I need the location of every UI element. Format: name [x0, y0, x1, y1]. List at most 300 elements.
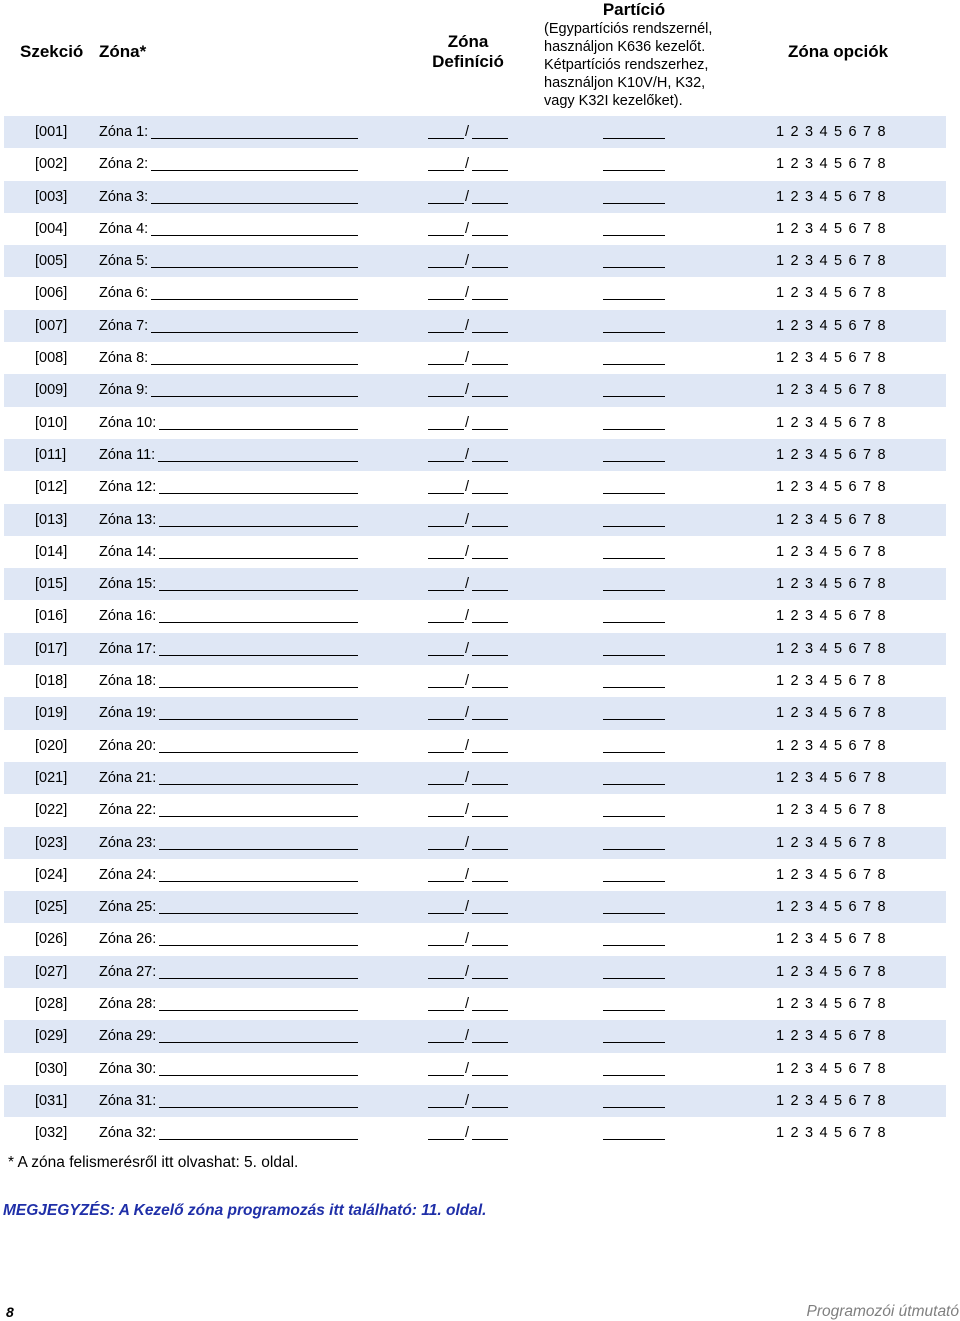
row-zone-label: Zóna 4:: [99, 220, 149, 237]
zone-definition-field-1[interactable]: [428, 396, 464, 397]
zone-name-field[interactable]: [159, 1010, 358, 1011]
row-slash: /: [465, 1060, 470, 1077]
table-row: [0, 504, 960, 536]
zone-definition-field-2[interactable]: [472, 461, 508, 462]
zone-definition-field-1[interactable]: [428, 1075, 464, 1076]
zone-definition-field-1[interactable]: [428, 881, 464, 882]
row-section: [029]: [35, 1028, 68, 1045]
row-slash: /: [465, 124, 470, 140]
zone-definition-field-2[interactable]: [472, 622, 508, 623]
row-slash: /: [465, 737, 470, 754]
zone-name-field[interactable]: [151, 299, 358, 300]
header-particio: [544, 0, 724, 110]
zone-options: 1 2 3 4 5 6 7 8: [776, 1092, 886, 1109]
row-section: [008]: [35, 350, 68, 367]
zone-definition-field-2[interactable]: [472, 719, 508, 720]
row-zone-label: Zóna 9:: [99, 382, 149, 399]
zone-options: 1 2 3 4 5 6 7 8: [776, 802, 886, 819]
row-slash: /: [465, 1092, 470, 1109]
zone-name-field[interactable]: [159, 1075, 358, 1076]
row-zone-label: Zóna 10:: [99, 414, 157, 431]
zone-name-field[interactable]: [159, 752, 358, 753]
zone-definition-field-1[interactable]: [428, 1139, 464, 1140]
row-section: [024]: [35, 866, 68, 883]
partition-field[interactable]: [603, 170, 665, 171]
header-definicio: [418, 32, 518, 72]
partition-field[interactable]: [603, 687, 665, 688]
zone-name-field[interactable]: [159, 816, 358, 817]
row-zone-label: Zóna 21:: [99, 769, 157, 786]
partition-field[interactable]: [603, 719, 665, 720]
zone-name-field[interactable]: [159, 1042, 358, 1043]
zone-name-field[interactable]: [159, 526, 358, 527]
partition-field[interactable]: [603, 461, 665, 462]
row-slash: /: [465, 705, 470, 722]
table-row: [0, 665, 960, 697]
zone-definition-field-1[interactable]: [428, 429, 464, 430]
row-slash: /: [465, 188, 470, 205]
zone-definition-field-1[interactable]: [428, 332, 464, 333]
row-zone-label: Zóna 3:: [99, 188, 149, 205]
row-section: [014]: [35, 543, 68, 560]
row-section: [019]: [35, 705, 68, 722]
row-section: [007]: [35, 317, 68, 334]
zone-name-field[interactable]: [151, 235, 358, 236]
partition-field[interactable]: [603, 429, 665, 430]
row-section: [004]: [35, 220, 68, 237]
zone-definition-field-1[interactable]: [428, 590, 464, 591]
zone-definition-field-1[interactable]: [428, 752, 464, 753]
row-section: [013]: [35, 511, 68, 528]
zone-definition-field-2[interactable]: [472, 396, 508, 397]
zone-definition-field-2[interactable]: [472, 267, 508, 268]
row-slash: /: [465, 543, 470, 560]
zone-name-field[interactable]: [151, 203, 358, 204]
partition-field[interactable]: [603, 1010, 665, 1011]
row-slash: /: [465, 640, 470, 657]
zone-definition-field-2[interactable]: [472, 752, 508, 753]
row-zone-label: Zóna 1:: [99, 124, 149, 140]
zone-options: 1 2 3 4 5 6 7 8: [776, 834, 886, 851]
row-slash: /: [465, 963, 470, 980]
zone-name-field[interactable]: [159, 849, 358, 850]
zone-definition-field-2[interactable]: [472, 170, 508, 171]
table-row: [0, 213, 960, 245]
zone-definition-field-2[interactable]: [472, 849, 508, 850]
table-row: [0, 277, 960, 309]
row-slash: /: [465, 382, 470, 399]
table-row: [0, 794, 960, 826]
zone-options: 1 2 3 4 5 6 7 8: [776, 673, 886, 690]
zone-definition-field-2[interactable]: [472, 493, 508, 494]
zone-definition-field-1[interactable]: [428, 267, 464, 268]
row-zone-label: Zóna 7:: [99, 317, 149, 334]
zone-definition-field-2[interactable]: [472, 687, 508, 688]
zone-options: 1 2 3 4 5 6 7 8: [776, 511, 886, 528]
page-title: Programozói útmutató: [806, 1303, 959, 1320]
partition-field[interactable]: [603, 590, 665, 591]
zone-options: 1 2 3 4 5 6 7 8: [776, 996, 886, 1013]
zone-options: 1 2 3 4 5 6 7 8: [776, 382, 886, 399]
row-zone-label: Zóna 8:: [99, 350, 149, 367]
zone-name-field[interactable]: [159, 687, 358, 688]
zone-options: 1 2 3 4 5 6 7 8: [776, 640, 886, 657]
zone-definition-field-1[interactable]: [428, 945, 464, 946]
zone-definition-field-1[interactable]: [428, 170, 464, 171]
row-zone-label: Zóna 16:: [99, 608, 157, 625]
partition-field[interactable]: [603, 526, 665, 527]
row-slash: /: [465, 769, 470, 786]
zone-name-field[interactable]: [151, 332, 358, 333]
table-row: [0, 1085, 960, 1117]
row-slash: /: [465, 866, 470, 883]
zone-options: 1 2 3 4 5 6 7 8: [776, 220, 886, 237]
row-section: [009]: [35, 382, 68, 399]
page-number: 8: [6, 1304, 14, 1320]
row-slash: /: [465, 899, 470, 916]
header-particio-note-5: vagy K32I kezelőket).: [544, 93, 683, 109]
partition-field[interactable]: [603, 138, 665, 139]
zone-definition-field-2[interactable]: [472, 558, 508, 559]
row-zone-label: Zóna 31:: [99, 1092, 157, 1109]
zone-definition-field-1[interactable]: [428, 493, 464, 494]
zone-definition-field-2[interactable]: [472, 590, 508, 591]
table-row: [0, 730, 960, 762]
zone-definition-field-2[interactable]: [472, 913, 508, 914]
table-row: [0, 116, 960, 148]
row-slash: /: [465, 1028, 470, 1045]
row-zone-label: Zóna 23:: [99, 834, 157, 851]
table-row: [0, 827, 960, 859]
zone-definition-field-2[interactable]: [472, 881, 508, 882]
row-section: [030]: [35, 1060, 68, 1077]
zone-definition-field-1[interactable]: [428, 816, 464, 817]
zone-options: 1 2 3 4 5 6 7 8: [776, 769, 886, 786]
zone-definition-field-2[interactable]: [472, 978, 508, 979]
row-zone-label: Zóna 29:: [99, 1028, 157, 1045]
zone-options: 1 2 3 4 5 6 7 8: [776, 608, 886, 625]
zone-options: 1 2 3 4 5 6 7 8: [776, 253, 886, 270]
row-zone-label: Zóna 15:: [99, 576, 157, 593]
table-row: [0, 859, 960, 891]
row-section: [005]: [35, 253, 68, 270]
row-section: [015]: [35, 576, 68, 593]
partition-field[interactable]: [603, 203, 665, 204]
zone-name-field[interactable]: [158, 461, 358, 462]
header-particio-note-2: használjon K636 kezelőt.: [544, 39, 706, 55]
zone-definition-field-1[interactable]: [428, 1010, 464, 1011]
row-section: [022]: [35, 802, 68, 819]
zone-definition-field-1[interactable]: [428, 784, 464, 785]
table-row: [0, 245, 960, 277]
table-row: [0, 439, 960, 471]
zone-definition-field-2[interactable]: [472, 364, 508, 365]
zone-definition-field-2[interactable]: [472, 784, 508, 785]
row-zone-label: Zóna 32:: [99, 1125, 157, 1142]
zone-definition-field-2[interactable]: [472, 429, 508, 430]
row-section: [018]: [35, 673, 68, 690]
zone-definition-field-1[interactable]: [428, 1042, 464, 1043]
row-zone-label: Zóna 30:: [99, 1060, 157, 1077]
row-slash: /: [465, 511, 470, 528]
header-particio-note-4: használjon K10V/H, K32,: [544, 75, 706, 91]
row-slash: /: [465, 414, 470, 431]
row-slash: /: [465, 576, 470, 593]
table-row: [0, 310, 960, 342]
partition-field[interactable]: [603, 978, 665, 979]
row-zone-label: Zóna 22:: [99, 802, 157, 819]
zone-options: 1 2 3 4 5 6 7 8: [776, 317, 886, 334]
zone-options: 1 2 3 4 5 6 7 8: [776, 1060, 886, 1077]
zone-definition-field-1[interactable]: [428, 687, 464, 688]
table-row: [0, 762, 960, 794]
table-row: [0, 1117, 960, 1149]
zone-definition-field-2[interactable]: [472, 138, 508, 139]
partition-field[interactable]: [603, 1139, 665, 1140]
partition-field[interactable]: [603, 299, 665, 300]
row-slash: /: [465, 802, 470, 819]
zone-name-field[interactable]: [159, 429, 358, 430]
row-zone-label: Zóna 5:: [99, 253, 149, 270]
zone-name-field[interactable]: [159, 1107, 358, 1108]
table-row: [0, 342, 960, 374]
zone-name-field[interactable]: [159, 655, 358, 656]
row-zone-label: Zóna 20:: [99, 737, 157, 754]
row-zone-label: Zóna 12:: [99, 479, 157, 496]
row-section: [012]: [35, 479, 68, 496]
row-zone-label: Zóna 25:: [99, 899, 157, 916]
zone-name-field[interactable]: [151, 267, 358, 268]
row-slash: /: [465, 673, 470, 690]
row-zone-label: Zóna 11:: [99, 446, 156, 463]
partition-field[interactable]: [603, 752, 665, 753]
zone-options: 1 2 3 4 5 6 7 8: [776, 543, 886, 560]
partition-field[interactable]: [603, 849, 665, 850]
zone-definition-field-1[interactable]: [428, 364, 464, 365]
row-section: [002]: [35, 156, 68, 173]
zone-name-field[interactable]: [151, 364, 358, 365]
zone-options: 1 2 3 4 5 6 7 8: [776, 1028, 886, 1045]
table-row: [0, 697, 960, 729]
row-slash: /: [465, 446, 470, 463]
zone-options: 1 2 3 4 5 6 7 8: [776, 446, 886, 463]
partition-field[interactable]: [603, 655, 665, 656]
header-definicio-line1: Zóna: [447, 32, 489, 51]
zone-definition-field-2[interactable]: [472, 526, 508, 527]
header-definicio-line2: Definíció: [432, 52, 504, 71]
zone-definition-field-1[interactable]: [428, 138, 464, 139]
zone-options: 1 2 3 4 5 6 7 8: [776, 737, 886, 754]
header-zona: Zóna*: [99, 42, 147, 61]
row-zone-label: Zóna 27:: [99, 963, 157, 980]
zone-definition-field-2[interactable]: [472, 1139, 508, 1140]
zone-name-field[interactable]: [159, 784, 358, 785]
table-row: [0, 956, 960, 988]
partition-field[interactable]: [603, 235, 665, 236]
partition-field[interactable]: [603, 945, 665, 946]
row-slash: /: [465, 317, 470, 334]
partition-field[interactable]: [603, 622, 665, 623]
zone-definition-field-2[interactable]: [472, 1107, 508, 1108]
zone-definition-field-1[interactable]: [428, 849, 464, 850]
zone-definition-field-2[interactable]: [472, 235, 508, 236]
table-row: [0, 568, 960, 600]
partition-field[interactable]: [603, 1107, 665, 1108]
row-slash: /: [465, 931, 470, 948]
row-slash: /: [465, 608, 470, 625]
header-szekcio: Szekció: [20, 42, 84, 61]
zone-options: 1 2 3 4 5 6 7 8: [776, 866, 886, 883]
note: MEGJEGYZÉS: A Kezelő zóna programozás itt található: 11. oldal.: [3, 1202, 487, 1219]
partition-field[interactable]: [603, 396, 665, 397]
zone-options: 1 2 3 4 5 6 7 8: [776, 479, 886, 496]
zone-name-field[interactable]: [159, 719, 358, 720]
row-section: [026]: [35, 931, 68, 948]
row-section: [028]: [35, 996, 68, 1013]
zone-options: 1 2 3 4 5 6 7 8: [776, 576, 886, 593]
zone-name-field[interactable]: [159, 945, 358, 946]
zone-definition-field-2[interactable]: [472, 332, 508, 333]
zone-options: 1 2 3 4 5 6 7 8: [776, 899, 886, 916]
partition-field[interactable]: [603, 364, 665, 365]
row-section: [027]: [35, 963, 68, 980]
row-section: [031]: [35, 1092, 68, 1109]
zone-definition-field-1[interactable]: [428, 913, 464, 914]
zone-definition-field-1[interactable]: [428, 719, 464, 720]
row-section: [025]: [35, 899, 68, 916]
partition-field[interactable]: [603, 913, 665, 914]
zone-name-field[interactable]: [151, 396, 358, 397]
table-row: [0, 374, 960, 406]
zone-name-field[interactable]: [159, 1139, 358, 1140]
zone-definition-field-1[interactable]: [428, 235, 464, 236]
zone-options: 1 2 3 4 5 6 7 8: [776, 705, 886, 722]
partition-field[interactable]: [603, 1075, 665, 1076]
zone-definition-field-2[interactable]: [472, 816, 508, 817]
zone-name-field[interactable]: [159, 913, 358, 914]
row-section: [023]: [35, 834, 68, 851]
zone-name-field[interactable]: [159, 881, 358, 882]
partition-field[interactable]: [603, 816, 665, 817]
zone-definition-field-1[interactable]: [428, 299, 464, 300]
zone-name-field[interactable]: [151, 138, 358, 139]
zone-definition-field-1[interactable]: [428, 461, 464, 462]
row-slash: /: [465, 996, 470, 1013]
row-zone-label: Zóna 2:: [99, 156, 149, 173]
row-slash: /: [465, 1125, 470, 1142]
zone-definition-field-2[interactable]: [472, 1075, 508, 1076]
row-zone-label: Zóna 6:: [99, 285, 149, 302]
header-particio-note-1: (Egypartíciós rendszernél,: [544, 21, 713, 37]
zone-definition-field-1[interactable]: [428, 526, 464, 527]
zone-definition-field-2[interactable]: [472, 1010, 508, 1011]
row-slash: /: [465, 285, 470, 302]
row-section: [001]: [35, 124, 68, 140]
row-zone-label: Zóna 14:: [99, 543, 157, 560]
footnote: * A zóna felismerésről itt olvashat: 5. oldal.: [8, 1154, 299, 1171]
row-section: [032]: [35, 1125, 68, 1142]
zone-definition-field-2[interactable]: [472, 203, 508, 204]
zone-options: 1 2 3 4 5 6 7 8: [776, 350, 886, 367]
partition-field[interactable]: [603, 1042, 665, 1043]
row-section: [017]: [35, 640, 68, 657]
partition-field[interactable]: [603, 493, 665, 494]
table-row: [0, 633, 960, 665]
zone-definition-field-1[interactable]: [428, 978, 464, 979]
zone-name-field[interactable]: [159, 493, 358, 494]
zone-table: [0, 116, 960, 1150]
zone-name-field[interactable]: [159, 558, 358, 559]
row-slash: /: [465, 253, 470, 270]
partition-field[interactable]: [603, 267, 665, 268]
row-section: [021]: [35, 769, 68, 786]
zone-options: 1 2 3 4 5 6 7 8: [776, 414, 886, 431]
row-slash: /: [465, 220, 470, 237]
row-section: [016]: [35, 608, 68, 625]
header-particio-note-3: Kétpartíciós rendszerhez,: [544, 57, 709, 73]
table-row: [0, 600, 960, 632]
zone-options: 1 2 3 4 5 6 7 8: [776, 156, 886, 173]
partition-field[interactable]: [603, 881, 665, 882]
partition-field[interactable]: [603, 784, 665, 785]
zone-definition-field-1[interactable]: [428, 622, 464, 623]
zone-options: 1 2 3 4 5 6 7 8: [776, 285, 886, 302]
zone-name-field[interactable]: [159, 590, 358, 591]
table-row: [0, 891, 960, 923]
zone-name-field[interactable]: [151, 170, 358, 171]
table-row: [0, 181, 960, 213]
zone-options: 1 2 3 4 5 6 7 8: [776, 1125, 886, 1142]
table-row: [0, 407, 960, 439]
row-section: [011]: [35, 446, 67, 463]
row-zone-label: Zóna 24:: [99, 866, 157, 883]
row-zone-label: Zóna 19:: [99, 705, 157, 722]
partition-field[interactable]: [603, 558, 665, 559]
header-particio-title: Partíció: [602, 0, 666, 19]
row-slash: /: [465, 350, 470, 367]
row-section: [006]: [35, 285, 68, 302]
row-zone-label: Zóna 17:: [99, 640, 157, 657]
table-row: [0, 471, 960, 503]
zone-options: 1 2 3 4 5 6 7 8: [776, 963, 886, 980]
zone-definition-field-2[interactable]: [472, 945, 508, 946]
zone-options: 1 2 3 4 5 6 7 8: [776, 188, 886, 205]
table-row: [0, 148, 960, 180]
zone-name-field[interactable]: [159, 978, 358, 979]
zone-definition-field-2[interactable]: [472, 1042, 508, 1043]
zone-definition-field-1[interactable]: [428, 655, 464, 656]
row-zone-label: Zóna 28:: [99, 996, 157, 1013]
zone-options: 1 2 3 4 5 6 7 8: [776, 931, 886, 948]
partition-field[interactable]: [603, 332, 665, 333]
zone-options: 1 2 3 4 5 6 7 8: [776, 124, 886, 140]
table-row: [0, 536, 960, 568]
zone-definition-field-2[interactable]: [472, 655, 508, 656]
row-slash: /: [465, 156, 470, 173]
table-row: [0, 1053, 960, 1085]
row-slash: /: [465, 834, 470, 851]
row-section: [003]: [35, 188, 68, 205]
row-section: [010]: [35, 414, 68, 431]
zone-name-field[interactable]: [159, 622, 358, 623]
table-row: [0, 1020, 960, 1052]
zone-definition-field-2[interactable]: [472, 299, 508, 300]
zone-definition-field-1[interactable]: [428, 1107, 464, 1108]
zone-definition-field-1[interactable]: [428, 558, 464, 559]
zone-definition-field-1[interactable]: [428, 203, 464, 204]
header-zona-opciok: Zóna opciók: [787, 42, 889, 61]
table-row: [0, 923, 960, 955]
